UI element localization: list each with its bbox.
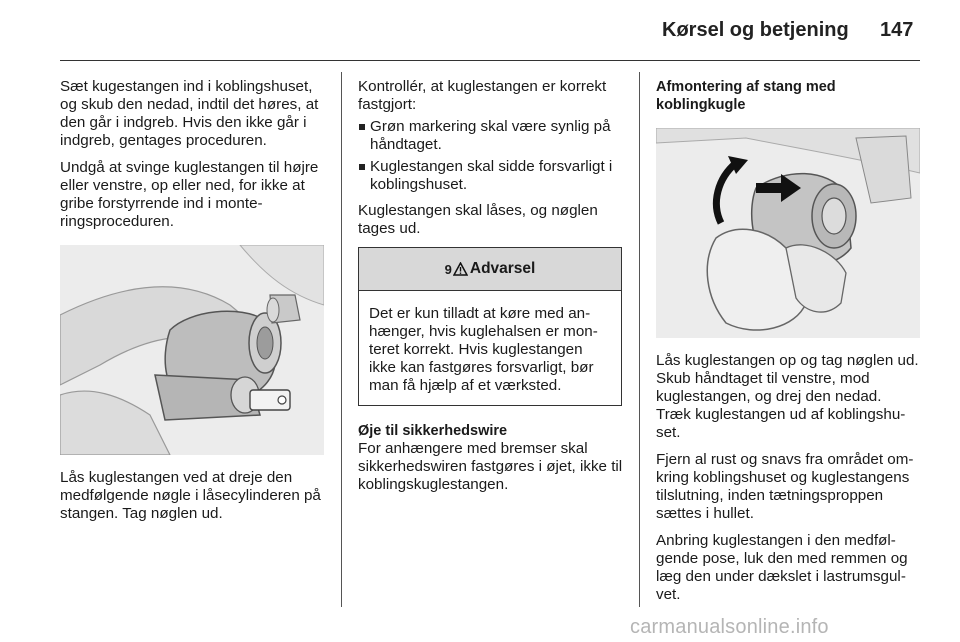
warning-body (359, 291, 621, 405)
list-item: Kuglestangen skal sidde forsvarligt i koblingshuset. (358, 158, 624, 194)
heading-removal: Afmontering af stang med koblingkugle (656, 79, 836, 113)
column-divider-2 (639, 72, 640, 607)
warning-text: Det er kun tilladt at køre med anhænger, hvis kuglehalsen er monteret korrekt. Hvis kuglestangen ikke kan fastgøres forsvarligt, bør man få hjælp af et værksted. (369, 305, 598, 394)
warning-triangle-icon (453, 262, 468, 276)
illustration-ball-rod-key-lock (60, 245, 324, 455)
page-header (0, 0, 960, 62)
column-3 (656, 78, 920, 613)
column-1 (60, 78, 324, 532)
paragraph-lock-ball-rod: Lås kuglestangen ved at dreje den medfølgende nøgle i låsecylinderen på stangen. Tag nøglen ud. (60, 469, 321, 522)
paragraph-unlock-remove: Lås kuglestangen op og tag nøglen ud. Skub håndtaget til venstre, mod kuglestangen, og drej den nedad. Træk kuglestangen ud af koblingshuset. (656, 352, 919, 441)
header-rule (60, 60, 920, 61)
paragraph-check-fastened: Kontrollér, at kuglestangen er korrekt fastgjort: (358, 78, 607, 113)
warning-number: 9 (444, 261, 452, 277)
list-item: Grøn markering skal være synlig på håndtaget. (358, 118, 624, 154)
warning-box (358, 247, 622, 406)
page-title: Kørsel og betjening (662, 19, 849, 41)
column-2 (358, 78, 624, 503)
paragraph-lock-and-remove-key: Kuglestangen skal låses, og nøglen tages ud. (358, 202, 598, 237)
warning-title: Advarsel (469, 260, 536, 277)
paragraph-safety-wire: For anhængere med bremser skal sikkerhedswiren fastgøres i øjet, ikke til koblingskuglestangen. (358, 440, 623, 493)
column-divider-1 (341, 72, 342, 607)
heading-safety-wire-eye: Øje til sikkerhedswire (358, 423, 508, 439)
paragraph-store-ball-rod: Anbring kuglestangen i den medfølgende pose, luk den med remmen og læg den under dækslet i lastrumsgulvet. (656, 532, 908, 603)
page-number: 147 (880, 19, 914, 41)
watermark: carmanualsonline.info (630, 616, 829, 638)
illustration-remove-ball-rod (656, 128, 920, 338)
paragraph-clean-area: Fjern al rust og snavs fra området omkring koblingshuset og kuglestangens tilslutning, inden tætningsproppen sættes i hullet. (656, 451, 914, 522)
warning-header (359, 248, 621, 291)
check-list (358, 118, 624, 194)
paragraph-insert-ball-rod: Sæt kugestangen ind i koblingshuset, og skub den nedad, indtil det høres, at den går i indgreb. Hvis den ikke går i indgreb, gentages proceduren. (60, 78, 319, 149)
paragraph-avoid-swinging: Undgå at svinge kuglestangen til højre eller venstre, op eller ned, for ikke at gribe forstyrrende ind i monteringsproceduren. (60, 159, 319, 230)
